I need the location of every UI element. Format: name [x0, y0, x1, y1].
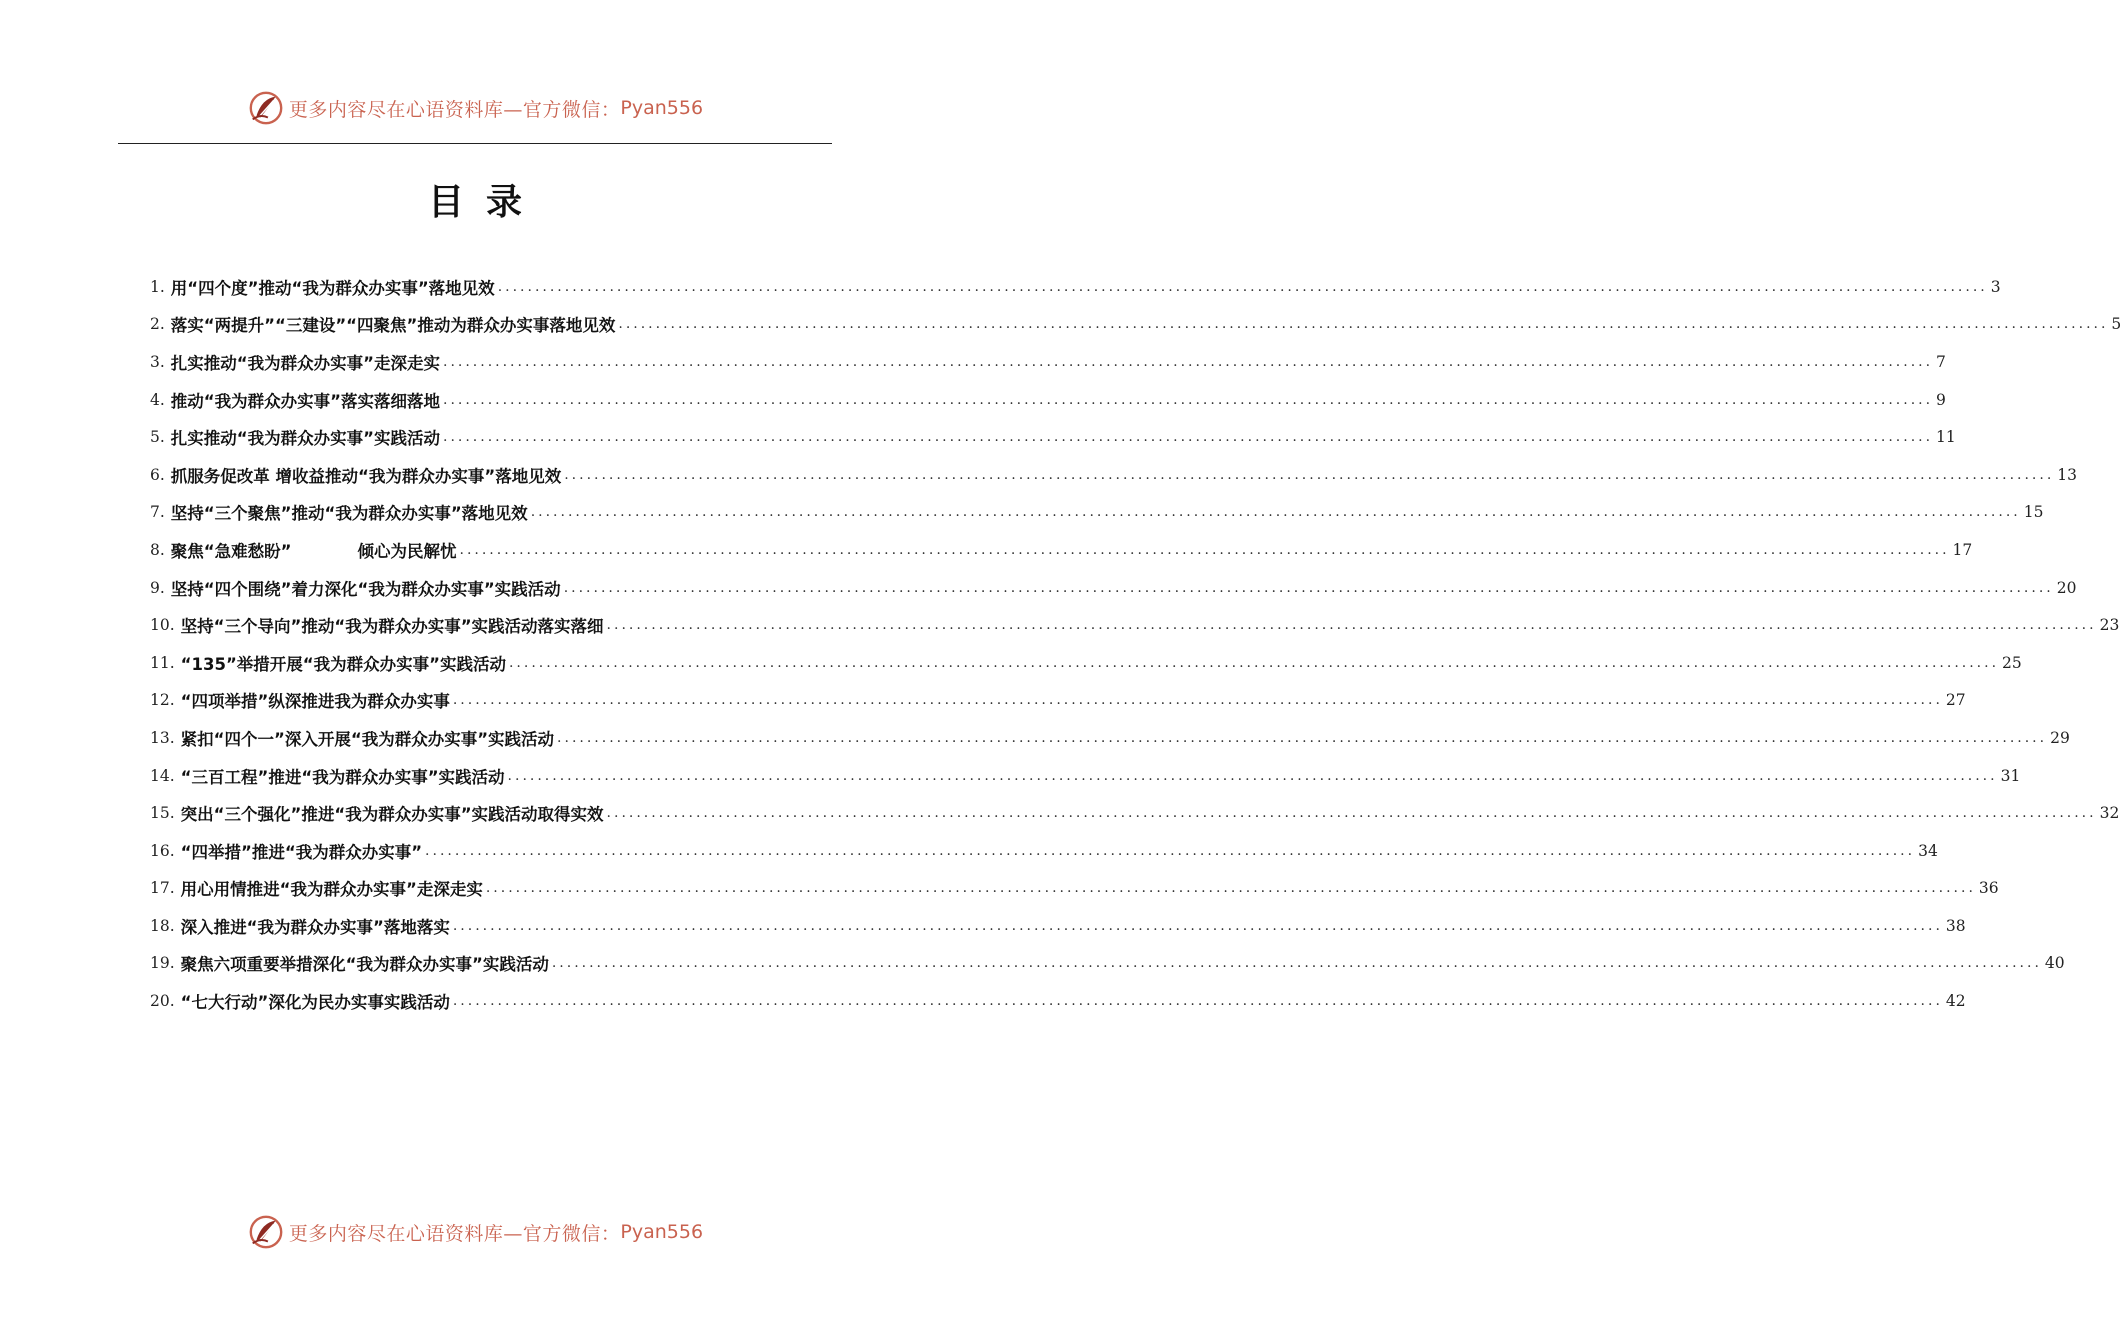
toc-entry-page: 15: [2023, 503, 2044, 522]
toc-entry-number: 11.: [150, 653, 175, 672]
toc-entry-number: 17.: [150, 879, 175, 898]
toc-entry[interactable]: [150, 268, 2001, 306]
toc-entry-page: 38: [1945, 916, 1966, 935]
toc-entry-number: 16.: [150, 841, 175, 860]
toc-entry[interactable]: [150, 982, 1966, 1020]
toc-entry-page: 7: [1936, 352, 1946, 371]
toc-entry-number: 13.: [150, 728, 175, 747]
toc-entry-title[interactable]: “四项举措”纵深推进我为群众办实事: [180, 692, 450, 712]
toc-entry[interactable]: [150, 907, 1966, 945]
toc-entry-number: 14.: [150, 766, 175, 785]
toc-dot-leader: ........................................................................................................................................................................................................: [443, 353, 1934, 370]
toc-entry-title[interactable]: 聚焦“急难愁盼” 倾心为民解忧: [170, 541, 457, 561]
toc-dot-leader: ........................................................................................................................................................................................................: [425, 842, 1916, 859]
toc-entry-title[interactable]: 推动“我为群众办实事”落实落细落地: [170, 391, 440, 411]
toc-dot-leader: ........................................................................................................................................................................................................: [452, 993, 1943, 1010]
toc-entry-page: 25: [2002, 653, 2022, 672]
toc-dot-leader: ........................................................................................................................................................................................................: [452, 917, 1943, 934]
toc-entry-title[interactable]: 紧扣“四个一”深入开展“我为群众办实事”实践活动: [180, 729, 555, 749]
toc-dot-leader: ........................................................................................................................................................................................................: [497, 278, 1988, 295]
banner-wechat-id: Pyan556: [620, 1221, 704, 1243]
toc-entry-title[interactable]: 坚持“三个聚焦”推动“我为群众办实事”落地见效: [170, 504, 528, 524]
toc-entry-title[interactable]: “三百工程”推进“我为群众办实事”实践活动: [180, 767, 505, 787]
toc-dot-leader: ........................................................................................................................................................................................................: [564, 466, 2055, 483]
toc-entry-title[interactable]: 坚持“三个导向”推动“我为群众办实事”实践活动落实落细: [180, 617, 604, 637]
toc-entry-number: 18.: [150, 916, 175, 935]
toc-entry[interactable]: [150, 531, 1973, 569]
toc-entry-page: 9: [1936, 390, 1946, 409]
toc-dot-leader: ........................................................................................................................................................................................................: [557, 729, 2048, 746]
toc-dot-leader: ........................................................................................................................................................................................................: [507, 767, 1998, 784]
toc-entry-page: 20: [2056, 578, 2077, 597]
toc-entry-page: 27: [1945, 691, 1966, 710]
banner-text: 更多内容尽在心语资料库—官方微信：: [288, 1222, 621, 1245]
toc-entry-page: 36: [1978, 879, 1999, 898]
toc-entry-page: 29: [2050, 728, 2070, 747]
toc-entry[interactable]: [150, 832, 1938, 870]
toc-entry-title[interactable]: 落实“两提升”“三建设”“四聚焦”推动为群众办实事落地见效: [170, 316, 616, 336]
toc-entry[interactable]: [150, 418, 1956, 456]
toc-entry-title[interactable]: 聚焦六项重要举措深化“我为群众办实事”实践活动: [180, 955, 549, 975]
toc-dot-leader: ........................................................................................................................................................................................................: [618, 316, 2109, 333]
toc-dot-leader: ........................................................................................................................................................................................................: [443, 391, 1934, 408]
toc-dot-leader: ........................................................................................................................................................................................................: [508, 654, 2000, 671]
toc-entry-page: 23: [2099, 616, 2120, 635]
toc-entry-title[interactable]: 扎实推动“我为群众办实事”走深走实: [170, 353, 440, 373]
toc-entry[interactable]: [150, 606, 2120, 644]
toc-entry-title[interactable]: 用“四个度”推动“我为群众办实事”落地见效: [170, 278, 495, 298]
toc-entry-page: 13: [2057, 465, 2078, 484]
footer-banner: [0, 1210, 950, 1254]
toc-entry-number: 5.: [150, 428, 165, 447]
toc-entry[interactable]: [150, 456, 2078, 494]
toc-entry-title[interactable]: “135”举措开展“我为群众办实事”实践活动: [180, 654, 506, 674]
toc-entry-number: 15.: [150, 804, 175, 823]
toc-entry-page: 3: [1990, 277, 2001, 296]
toc-entry-number: 2.: [150, 315, 165, 334]
toc-dot-leader: ........................................................................................................................................................................................................: [459, 541, 1950, 558]
toc-entry-page: 5: [2111, 315, 2121, 334]
toc-dot-leader: ........................................................................................................................................................................................................: [563, 579, 2054, 596]
toc-entry-page: 40: [2044, 954, 2065, 973]
toc-entry[interactable]: [150, 644, 2022, 682]
toc-entry-number: 19.: [150, 954, 175, 973]
banner-text: 更多内容尽在心语资料库—官方微信：: [288, 98, 621, 121]
pen-logo-icon: [247, 1213, 285, 1251]
toc-entry[interactable]: [150, 306, 2121, 344]
toc-entry-number: 9.: [150, 578, 165, 597]
toc-entry-title[interactable]: 扎实推动“我为群众办实事”实践活动: [170, 429, 440, 449]
toc-entry[interactable]: [150, 569, 2077, 607]
banner-wechat-id: Pyan556: [620, 97, 704, 119]
toc-entry-title[interactable]: 用心用情推进“我为群众办实事”走深走实: [180, 880, 483, 900]
toc-entry[interactable]: [150, 794, 2120, 832]
toc-entry[interactable]: [150, 343, 1946, 381]
toc-entry-number: 3.: [150, 352, 165, 371]
pen-logo-icon: [247, 89, 285, 127]
toc-entry[interactable]: [150, 757, 2021, 795]
toc-entry-number: 12.: [150, 691, 175, 710]
toc-entry-number: 10.: [150, 616, 175, 635]
toc-entry-title[interactable]: 坚持“四个围绕”着力深化“我为群众办实事”实践活动: [170, 579, 561, 599]
page-title: 目录: [427, 182, 544, 223]
toc-entry[interactable]: [150, 381, 1946, 419]
toc-entry-page: 34: [1918, 841, 1938, 860]
toc-dot-leader: ........................................................................................................................................................................................................: [530, 504, 2021, 521]
header-banner: [0, 86, 950, 130]
toc-entry[interactable]: [150, 494, 2044, 532]
toc-entry-number: 6.: [150, 465, 165, 484]
toc-entry-page: 17: [1952, 540, 1973, 559]
table-of-contents: [150, 268, 2121, 1020]
toc-dot-leader: ........................................................................................................................................................................................................: [452, 692, 1943, 709]
toc-entry-title[interactable]: 抓服务促改革 增收益推动“我为群众办实事”落地见效: [170, 466, 562, 486]
toc-entry[interactable]: [150, 945, 2065, 983]
toc-entry[interactable]: [150, 870, 1999, 908]
toc-dot-leader: ........................................................................................................................................................................................................: [443, 429, 1934, 446]
header-rule: [118, 143, 832, 144]
toc-entry-title[interactable]: 突出“三个强化”推进“我为群众办实事”实践活动取得实效: [180, 805, 604, 825]
toc-entry-page: 42: [1945, 992, 1966, 1011]
toc-entry-number: 1.: [150, 277, 165, 296]
toc-dot-leader: ........................................................................................................................................................................................................: [551, 955, 2042, 972]
toc-entry-number: 7.: [150, 503, 165, 522]
toc-entry-title[interactable]: “七大行动”深化为民办实事实践活动: [180, 993, 450, 1013]
toc-entry[interactable]: [150, 682, 1966, 720]
toc-entry[interactable]: [150, 719, 2070, 757]
toc-entry-number: 4.: [150, 390, 165, 409]
toc-entry-page: 32: [2099, 804, 2120, 823]
toc-dot-leader: ........................................................................................................................................................................................................: [485, 880, 1976, 897]
toc-entry-page: 11: [1936, 428, 1956, 447]
toc-entry-number: 20.: [150, 992, 175, 1011]
toc-entry-title[interactable]: 深入推进“我为群众办实事”落地落实: [180, 917, 450, 937]
toc-entry-page: 31: [2000, 766, 2021, 785]
toc-entry-title[interactable]: “四举措”推进“我为群众办实事”: [180, 842, 423, 862]
toc-entry-number: 8.: [150, 540, 165, 559]
toc-dot-leader: ........................................................................................................................................................................................................: [606, 617, 2097, 634]
toc-dot-leader: ........................................................................................................................................................................................................: [606, 805, 2097, 822]
